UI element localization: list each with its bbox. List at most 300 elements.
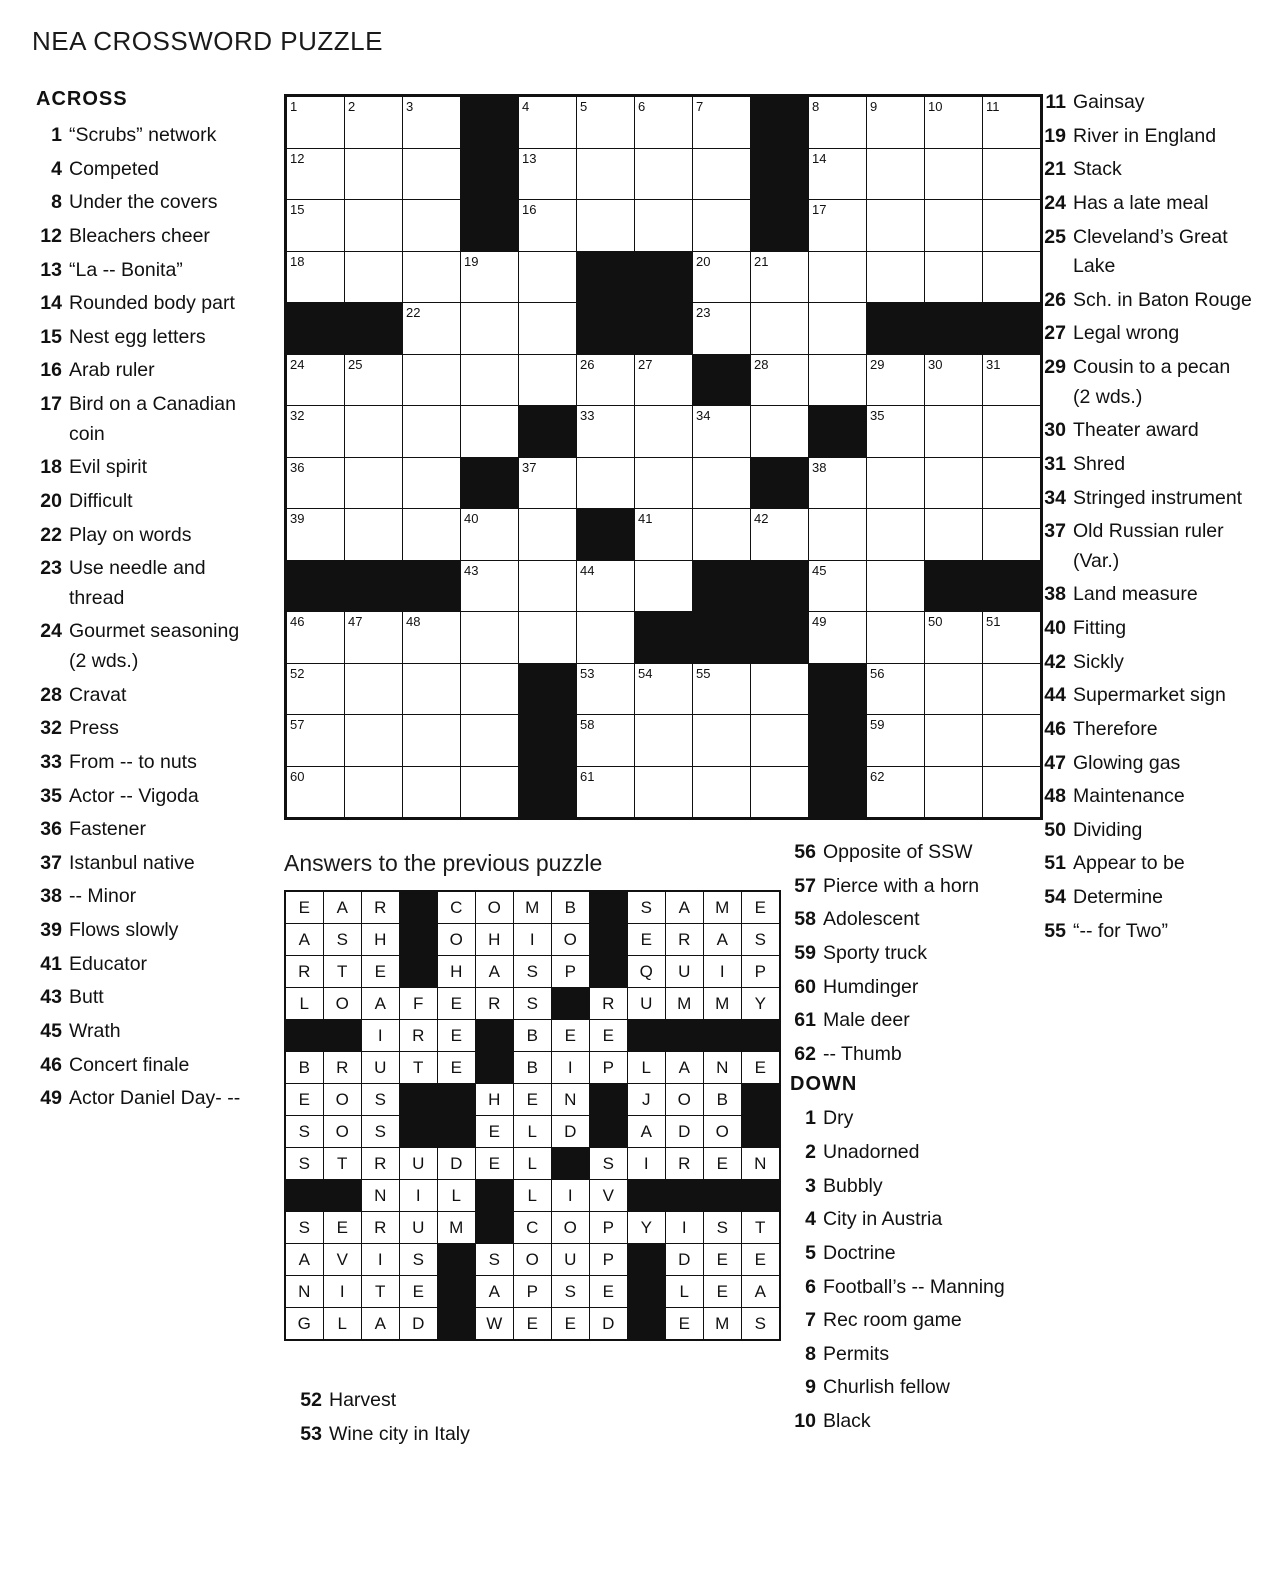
- grid-cell[interactable]: [403, 251, 461, 303]
- answer-cell: D: [590, 1308, 628, 1341]
- grid-cell[interactable]: [461, 406, 519, 458]
- answer-block: [476, 1180, 514, 1212]
- grid-cell[interactable]: [751, 663, 809, 715]
- grid-cell[interactable]: [403, 509, 461, 561]
- clue-number: 1: [805, 1107, 816, 1130]
- clue-item: [36, 222, 261, 252]
- grid-cell[interactable]: [345, 200, 403, 252]
- grid-cell[interactable]: [809, 457, 867, 509]
- grid-cell[interactable]: [519, 148, 577, 200]
- clue-item: [36, 188, 261, 218]
- grid-cell[interactable]: [345, 96, 403, 149]
- grid-cell[interactable]: [635, 509, 693, 561]
- grid-cell[interactable]: [751, 509, 809, 561]
- answer-cell: D: [666, 1244, 704, 1276]
- clue-text: Doctrine: [823, 1241, 896, 1264]
- grid-cell[interactable]: [693, 200, 751, 252]
- answer-block: [742, 1084, 781, 1116]
- answer-cell: E: [590, 1276, 628, 1308]
- answer-block: [476, 1020, 514, 1052]
- clue-text: Cleveland’s Great Lake: [1073, 225, 1228, 278]
- answer-block: [590, 1116, 628, 1148]
- grid-cell[interactable]: [577, 354, 635, 406]
- grid-cell[interactable]: [519, 457, 577, 509]
- clue-number: 56: [794, 841, 816, 863]
- clue-item: [1040, 155, 1252, 185]
- grid-cell[interactable]: [345, 406, 403, 458]
- grid-cell[interactable]: [983, 509, 1042, 561]
- grid-block: [751, 148, 809, 200]
- grid-cell[interactable]: [693, 406, 751, 458]
- grid-cell[interactable]: [809, 96, 867, 149]
- clue-item: [36, 121, 261, 151]
- clue-number: 51: [1044, 852, 1066, 875]
- answer-cell: E: [362, 956, 400, 988]
- answer-cell: S: [400, 1244, 438, 1276]
- grid-cell[interactable]: [925, 406, 983, 458]
- grid-cell[interactable]: [635, 766, 693, 819]
- answer-block: [628, 1276, 666, 1308]
- grid-cell[interactable]: [345, 715, 403, 767]
- grid-cell[interactable]: [345, 509, 403, 561]
- grid-cell[interactable]: [925, 766, 983, 819]
- grid-cell-number: 21: [754, 253, 769, 269]
- grid-block: [693, 560, 751, 612]
- answer-block: [590, 891, 628, 924]
- grid-cell-number: 48: [406, 614, 421, 629]
- answer-block: [285, 1020, 324, 1052]
- clue-number: 38: [40, 885, 62, 908]
- grid-cell[interactable]: [345, 766, 403, 819]
- grid-cell-number: 1: [290, 99, 298, 114]
- grid-cell[interactable]: [983, 612, 1042, 664]
- clue-text: From -- to nuts: [69, 750, 197, 773]
- grid-cell[interactable]: [345, 612, 403, 664]
- grid-cell[interactable]: [751, 715, 809, 767]
- clue-number: 21: [1044, 158, 1066, 181]
- clue-text: Fitting: [1073, 617, 1127, 639]
- grid-cell[interactable]: [403, 303, 461, 355]
- grid-block: [577, 251, 635, 303]
- grid-cell-number: 34: [696, 408, 711, 423]
- grid-cell[interactable]: [983, 457, 1042, 509]
- grid-cell[interactable]: [867, 96, 925, 149]
- clue-item: [790, 1172, 1030, 1202]
- answer-block: [285, 1180, 324, 1212]
- grid-cell[interactable]: [925, 354, 983, 406]
- grid-cell[interactable]: [809, 354, 867, 406]
- answer-block: [438, 1308, 476, 1341]
- grid-cell[interactable]: [403, 200, 461, 252]
- grid-cell[interactable]: [286, 406, 345, 458]
- grid-cell[interactable]: [635, 148, 693, 200]
- answer-block: [438, 1084, 476, 1116]
- grid-cell-number: 61: [580, 768, 595, 784]
- answer-block: [400, 956, 438, 988]
- clue-number: 14: [40, 292, 62, 315]
- answer-cell: D: [552, 1116, 590, 1148]
- grid-cell[interactable]: [286, 509, 345, 561]
- answer-cell: F: [400, 988, 438, 1020]
- clue-text: Cousin to a pecan (2 wds.): [1073, 356, 1231, 408]
- grid-cell[interactable]: [809, 148, 867, 200]
- answer-cell: R: [324, 1052, 362, 1084]
- grid-cell[interactable]: [983, 354, 1042, 406]
- grid-cell[interactable]: [751, 251, 809, 303]
- answer-cell: N: [742, 1148, 781, 1180]
- grid-cell-number: 60: [290, 768, 305, 784]
- grid-cell[interactable]: [867, 663, 925, 715]
- grid-cell[interactable]: [403, 663, 461, 715]
- answer-cell: S: [552, 1276, 590, 1308]
- grid-cell[interactable]: [286, 457, 345, 509]
- grid-cell[interactable]: [461, 715, 519, 767]
- answer-cell: P: [742, 956, 781, 988]
- clue-item: [1040, 189, 1252, 219]
- grid-cell[interactable]: [867, 612, 925, 664]
- answer-row: [285, 1084, 780, 1116]
- answer-cell: N: [362, 1180, 400, 1212]
- grid-cell-number: 53: [580, 665, 595, 681]
- answer-cell: O: [324, 1116, 362, 1148]
- grid-cell-number: 31: [986, 356, 1001, 372]
- grid-cell[interactable]: [925, 663, 983, 715]
- grid-cell[interactable]: [345, 251, 403, 303]
- grid-cell[interactable]: [983, 715, 1042, 767]
- answer-cell: E: [324, 1212, 362, 1244]
- answer-cell: Y: [628, 1212, 666, 1244]
- answer-cell: R: [362, 891, 400, 924]
- grid-cell[interactable]: [693, 148, 751, 200]
- grid-cell[interactable]: [693, 457, 751, 509]
- grid-cell[interactable]: [809, 251, 867, 303]
- clue-item: [790, 1006, 1030, 1036]
- grid-block: [983, 560, 1042, 612]
- answer-row: [285, 1276, 780, 1308]
- grid-cell[interactable]: [983, 766, 1042, 819]
- page-title: NEA CROSSWORD PUZZLE: [32, 26, 383, 56]
- grid-cell[interactable]: [403, 354, 461, 406]
- answer-cell: C: [438, 891, 476, 924]
- grid-cell[interactable]: [577, 766, 635, 819]
- clue-number: 60: [794, 975, 816, 998]
- clue-item: [36, 289, 261, 319]
- clue-number: 54: [1044, 886, 1066, 908]
- grid-cell[interactable]: [577, 560, 635, 612]
- clue-number: 32: [40, 717, 62, 740]
- grid-cell-number: 10: [928, 99, 943, 114]
- grid-cell[interactable]: [461, 612, 519, 664]
- answer-cell: M: [704, 1308, 742, 1341]
- answer-cell: A: [666, 1052, 704, 1084]
- grid-cell[interactable]: [286, 354, 345, 406]
- grid-cell[interactable]: [635, 715, 693, 767]
- grid-cell[interactable]: [809, 612, 867, 664]
- grid-cell[interactable]: [693, 251, 751, 303]
- grid-cell-number: 35: [870, 408, 885, 423]
- clue-number: 15: [40, 325, 62, 348]
- grid-cell[interactable]: [867, 200, 925, 252]
- grid-cell-number: 46: [290, 614, 305, 629]
- grid-cell[interactable]: [403, 406, 461, 458]
- answer-block: [704, 1180, 742, 1212]
- grid-cell-number: 27: [638, 356, 653, 372]
- grid-cell[interactable]: [867, 715, 925, 767]
- grid-cell[interactable]: [635, 406, 693, 458]
- grid-cell[interactable]: [751, 766, 809, 819]
- answer-cell: A: [628, 1116, 666, 1148]
- answer-cell: E: [552, 1308, 590, 1341]
- grid-cell[interactable]: [867, 354, 925, 406]
- grid-cell[interactable]: [635, 96, 693, 149]
- answer-cell: O: [704, 1116, 742, 1148]
- down-clues-column-1: [790, 838, 1030, 1441]
- answer-cell: L: [628, 1052, 666, 1084]
- grid-cell[interactable]: [693, 96, 751, 149]
- grid-block: [286, 560, 345, 612]
- grid-cell[interactable]: [983, 406, 1042, 458]
- clue-item: [36, 950, 261, 980]
- grid-cell[interactable]: [519, 200, 577, 252]
- grid-cell[interactable]: [345, 148, 403, 200]
- answer-row: [285, 1116, 780, 1148]
- grid-cell[interactable]: [635, 354, 693, 406]
- grid-cell[interactable]: [867, 457, 925, 509]
- grid-cell[interactable]: [693, 663, 751, 715]
- grid-cell[interactable]: [983, 148, 1042, 200]
- grid-block: [983, 303, 1042, 355]
- grid-cell[interactable]: [867, 560, 925, 612]
- grid-cell[interactable]: [461, 663, 519, 715]
- answer-cell: O: [324, 1084, 362, 1116]
- clue-text: Supermarket sign: [1073, 684, 1226, 707]
- grid-block: [519, 715, 577, 767]
- answer-cell: E: [704, 1148, 742, 1180]
- grid-row: [286, 406, 1042, 458]
- grid-cell-number: 44: [580, 562, 595, 578]
- grid-cell[interactable]: [751, 303, 809, 355]
- grid-cell[interactable]: [867, 148, 925, 200]
- grid-cell[interactable]: [635, 560, 693, 612]
- grid-cell-number: 45: [812, 562, 827, 578]
- grid-cell-number: 19: [464, 253, 479, 269]
- grid-cell[interactable]: [519, 560, 577, 612]
- grid-cell[interactable]: [983, 200, 1042, 252]
- grid-cell[interactable]: [577, 200, 635, 252]
- grid-cell[interactable]: [345, 354, 403, 406]
- grid-cell[interactable]: [461, 251, 519, 303]
- grid-cell[interactable]: [577, 96, 635, 149]
- grid-cell[interactable]: [461, 303, 519, 355]
- clue-item: [36, 390, 261, 449]
- answer-cell: S: [285, 1148, 324, 1180]
- grid-cell[interactable]: [635, 457, 693, 509]
- answer-cell: O: [514, 1244, 552, 1276]
- answer-cell: A: [742, 1276, 781, 1308]
- answer-cell: E: [438, 1052, 476, 1084]
- clue-number: 53: [300, 1422, 322, 1445]
- grid-cell[interactable]: [345, 457, 403, 509]
- clue-item: [790, 939, 1030, 969]
- clue-item: [1040, 681, 1252, 711]
- grid-cell[interactable]: [635, 200, 693, 252]
- answer-cell: B: [285, 1052, 324, 1084]
- grid-cell-number: 43: [464, 562, 479, 578]
- answer-cell: R: [476, 988, 514, 1020]
- grid-cell[interactable]: [519, 96, 577, 149]
- grid-cell[interactable]: [925, 612, 983, 664]
- clue-item: [790, 1104, 1030, 1134]
- grid-cell[interactable]: [867, 251, 925, 303]
- grid-cell[interactable]: [286, 148, 345, 200]
- answer-cell: R: [590, 988, 628, 1020]
- clue-text: Land measure: [1073, 583, 1198, 606]
- grid-cell[interactable]: [693, 766, 751, 819]
- grid-cell[interactable]: [693, 509, 751, 561]
- clue-item: [36, 983, 261, 1013]
- clue-text: Butt: [69, 986, 104, 1009]
- clue-text: Concert finale: [69, 1053, 190, 1076]
- down-heading: DOWN: [790, 1073, 858, 1096]
- grid-cell[interactable]: [519, 251, 577, 303]
- grid-cell[interactable]: [577, 148, 635, 200]
- grid-block: [751, 200, 809, 252]
- grid-cell[interactable]: [925, 148, 983, 200]
- answer-cell: E: [514, 1084, 552, 1116]
- grid-cell[interactable]: [461, 766, 519, 819]
- clue-text: Arab ruler: [69, 359, 155, 382]
- answer-cell: U: [362, 1052, 400, 1084]
- grid-row: [286, 509, 1042, 561]
- answer-cell: B: [514, 1052, 552, 1084]
- grid-cell[interactable]: [751, 354, 809, 406]
- answer-cell: H: [476, 1084, 514, 1116]
- grid-cell[interactable]: [286, 663, 345, 715]
- grid-cell[interactable]: [286, 251, 345, 303]
- grid-cell[interactable]: [693, 303, 751, 355]
- grid-cell[interactable]: [983, 251, 1042, 303]
- grid-cell[interactable]: [809, 303, 867, 355]
- grid-cell[interactable]: [983, 96, 1042, 149]
- grid-cell[interactable]: [577, 612, 635, 664]
- grid-cell[interactable]: [403, 96, 461, 149]
- grid-cell-number: 24: [290, 356, 305, 372]
- grid-cell[interactable]: [809, 509, 867, 561]
- grid-cell[interactable]: [461, 560, 519, 612]
- grid-cell[interactable]: [809, 200, 867, 252]
- grid-cell[interactable]: [693, 715, 751, 767]
- clue-number: 45: [40, 1019, 62, 1042]
- grid-cell[interactable]: [577, 663, 635, 715]
- grid-row: [286, 715, 1042, 767]
- grid-cell[interactable]: [286, 200, 345, 252]
- answer-cell: R: [666, 1148, 704, 1180]
- answer-row: [285, 1020, 780, 1052]
- grid-cell[interactable]: [635, 663, 693, 715]
- grid-cell[interactable]: [577, 715, 635, 767]
- grid-cell[interactable]: [925, 457, 983, 509]
- grid-cell-number: 5: [580, 99, 588, 114]
- grid-cell[interactable]: [461, 354, 519, 406]
- answer-row: [285, 988, 780, 1020]
- clue-item: [790, 1205, 1030, 1235]
- grid-cell[interactable]: [925, 251, 983, 303]
- grid-cell[interactable]: [403, 612, 461, 664]
- grid-cell[interactable]: [809, 560, 867, 612]
- answer-cell: T: [400, 1052, 438, 1084]
- grid-cell[interactable]: [925, 96, 983, 149]
- clue-text: Press: [69, 717, 119, 740]
- grid-cell[interactable]: [983, 663, 1042, 715]
- grid-row: [286, 612, 1042, 664]
- grid-cell-number: 39: [290, 511, 305, 526]
- clue-number: 42: [1044, 650, 1066, 673]
- answer-cell: E: [742, 1052, 781, 1084]
- grid-cell[interactable]: [519, 303, 577, 355]
- answer-cell: E: [476, 1116, 514, 1148]
- clue-text: -- Thumb: [823, 1042, 902, 1065]
- grid-cell[interactable]: [925, 509, 983, 561]
- clue-number: 22: [40, 523, 62, 546]
- grid-cell-number: 30: [928, 356, 943, 372]
- grid-block: [577, 303, 635, 355]
- grid-cell[interactable]: [751, 406, 809, 458]
- answer-cell: O: [438, 924, 476, 956]
- grid-cell[interactable]: [286, 96, 345, 149]
- grid-cell[interactable]: [403, 457, 461, 509]
- grid-block: [286, 303, 345, 355]
- grid-cell[interactable]: [925, 200, 983, 252]
- grid-cell[interactable]: [461, 509, 519, 561]
- clue-text: Therefore: [1073, 717, 1158, 740]
- clue-text: Maintenance: [1073, 785, 1185, 808]
- answer-cell: U: [552, 1244, 590, 1276]
- clue-item: [790, 1373, 1030, 1403]
- clue-item: [790, 872, 1030, 902]
- clue-item: [1040, 223, 1252, 282]
- clue-number: 37: [1044, 520, 1066, 543]
- grid-cell[interactable]: [867, 509, 925, 561]
- clue-item: [1040, 416, 1252, 446]
- grid-cell[interactable]: [925, 715, 983, 767]
- grid-cell[interactable]: [577, 457, 635, 509]
- clue-number: 31: [1044, 452, 1066, 475]
- grid-cell[interactable]: [286, 612, 345, 664]
- clue-text: Fastener: [69, 818, 146, 841]
- grid-cell[interactable]: [403, 715, 461, 767]
- grid-cell[interactable]: [519, 509, 577, 561]
- grid-cell-number: 42: [754, 511, 769, 526]
- grid-cell[interactable]: [867, 406, 925, 458]
- clue-number: 47: [1044, 751, 1066, 774]
- grid-cell[interactable]: [403, 148, 461, 200]
- grid-cell-number: 26: [580, 356, 595, 372]
- grid-cell[interactable]: [577, 406, 635, 458]
- grid-cell[interactable]: [286, 715, 345, 767]
- grid-block: [345, 303, 403, 355]
- grid-cell[interactable]: [345, 663, 403, 715]
- grid-cell[interactable]: [403, 766, 461, 819]
- clue-text: Football’s -- Manning: [823, 1275, 1005, 1298]
- grid-cell[interactable]: [286, 766, 345, 819]
- grid-cell[interactable]: [519, 354, 577, 406]
- answer-cell: U: [628, 988, 666, 1020]
- puzzle-grid[interactable]: [284, 94, 1043, 820]
- clue-number: 49: [40, 1087, 62, 1110]
- grid-cell[interactable]: [519, 612, 577, 664]
- answer-cell: H: [362, 924, 400, 956]
- grid-cell[interactable]: [867, 766, 925, 819]
